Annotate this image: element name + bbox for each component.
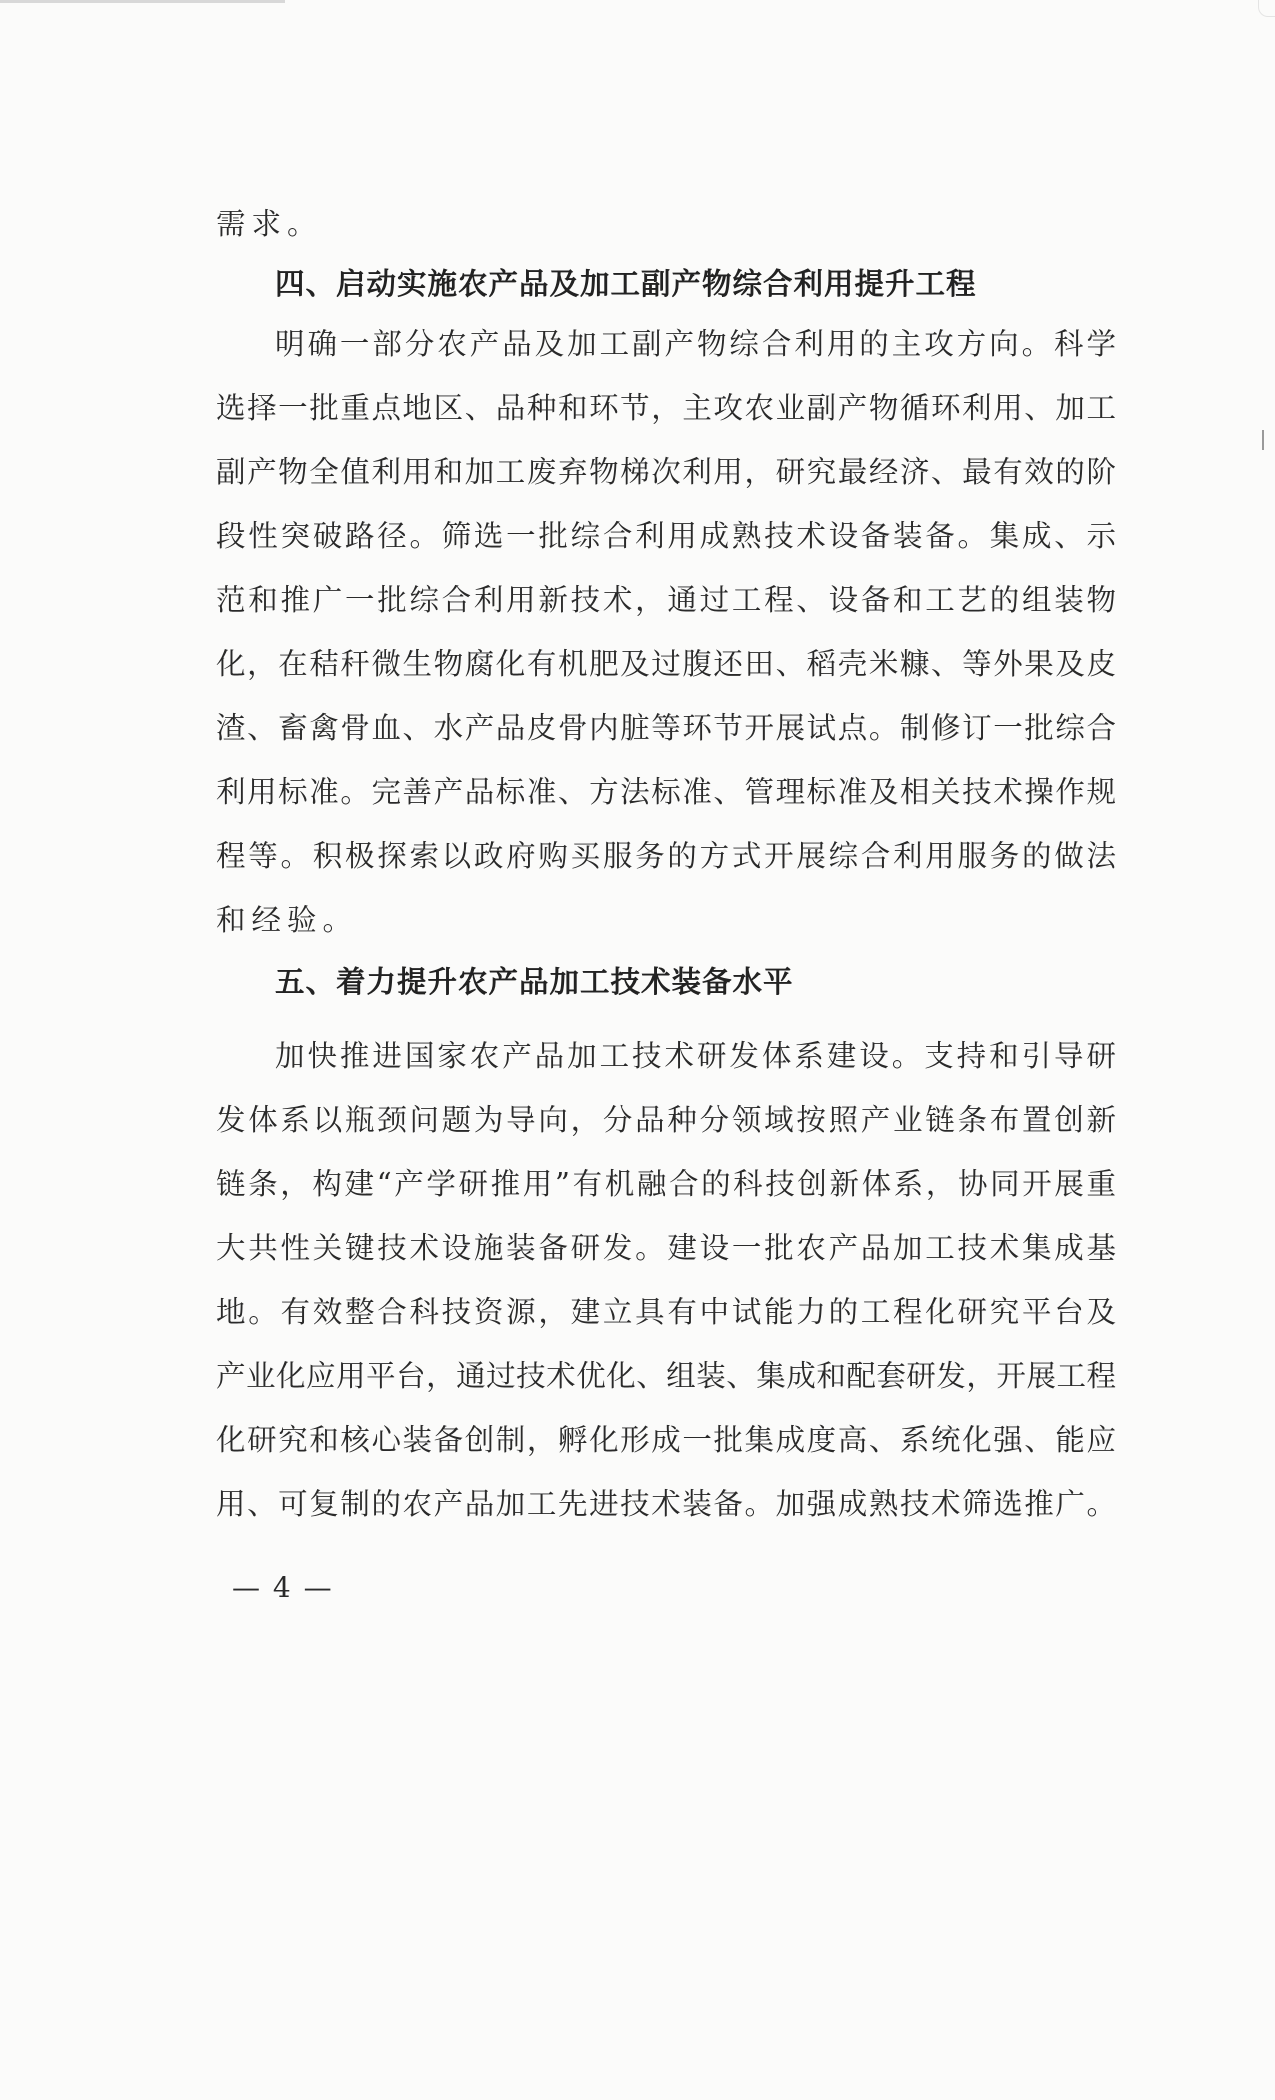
paragraph-line: 选择一批重点地区、品种和环节，主攻农业副产物循环利用、加工 xyxy=(216,391,1116,425)
paragraph-line: 发体系以瓶颈问题为导向，分品种分领域按照产业链条布置创新 xyxy=(216,1103,1116,1137)
paragraph-line: 范和推广一批综合利用新技术，通过工程、设备和工艺的组装物 xyxy=(216,583,1116,617)
scan-corner xyxy=(1258,0,1275,17)
paragraph-line: 地。有效整合科技资源，建立具有中试能力的工程化研究平台及 xyxy=(216,1295,1116,1329)
scan-edge-top xyxy=(0,0,285,3)
paragraph-line: 段性突破路径。筛选一批综合利用成熟技术设备装备。集成、示 xyxy=(216,519,1116,553)
paragraph-line: 链条，构建“产学研推用”有机融合的科技创新体系，协同开展重 xyxy=(216,1167,1116,1201)
section-heading-5: 五、着力提升农产品加工技术装备水平 xyxy=(275,965,794,999)
paragraph-line: 需求。 xyxy=(216,207,323,241)
paragraph-line: 加快推进国家农产品加工技术研发体系建设。支持和引导研 xyxy=(275,1039,1116,1073)
paragraph-line: 产业化应用平台，通过技术优化、组装、集成和配套研发，开展工程 xyxy=(216,1359,1116,1393)
paragraph-line: 大共性关键技术设施装备研发。建设一批农产品加工技术集成基 xyxy=(216,1231,1116,1265)
paragraph-line: 明确一部分农产品及加工副产物综合利用的主攻方向。科学 xyxy=(275,327,1116,361)
paragraph-line: 程等。积极探索以政府购买服务的方式开展综合利用服务的做法 xyxy=(216,839,1116,873)
paragraph-line: 用、可复制的农产品加工先进技术装备。加强成熟技术筛选推广。 xyxy=(216,1487,1116,1521)
scan-mark xyxy=(1262,430,1264,450)
paragraph-line: 利用标准。完善产品标准、方法标准、管理标准及相关技术操作规 xyxy=(216,775,1116,809)
page-number: — 4 — xyxy=(232,1571,334,1604)
section-heading-4: 四、启动实施农产品及加工副产物综合利用提升工程 xyxy=(275,267,977,301)
paragraph-line: 副产物全值利用和加工废弃物梯次利用，研究最经济、最有效的阶 xyxy=(216,455,1116,489)
paragraph-line: 化，在秸秆微生物腐化有机肥及过腹还田、稻壳米糠、等外果及皮 xyxy=(216,647,1116,681)
paragraph-line: 和经验。 xyxy=(216,903,359,937)
paragraph-line: 化研究和核心装备创制，孵化形成一批集成度高、系统化强、能应 xyxy=(216,1423,1116,1457)
paragraph-line: 渣、畜禽骨血、水产品皮骨内脏等环节开展试点。制修订一批综合 xyxy=(216,711,1116,745)
